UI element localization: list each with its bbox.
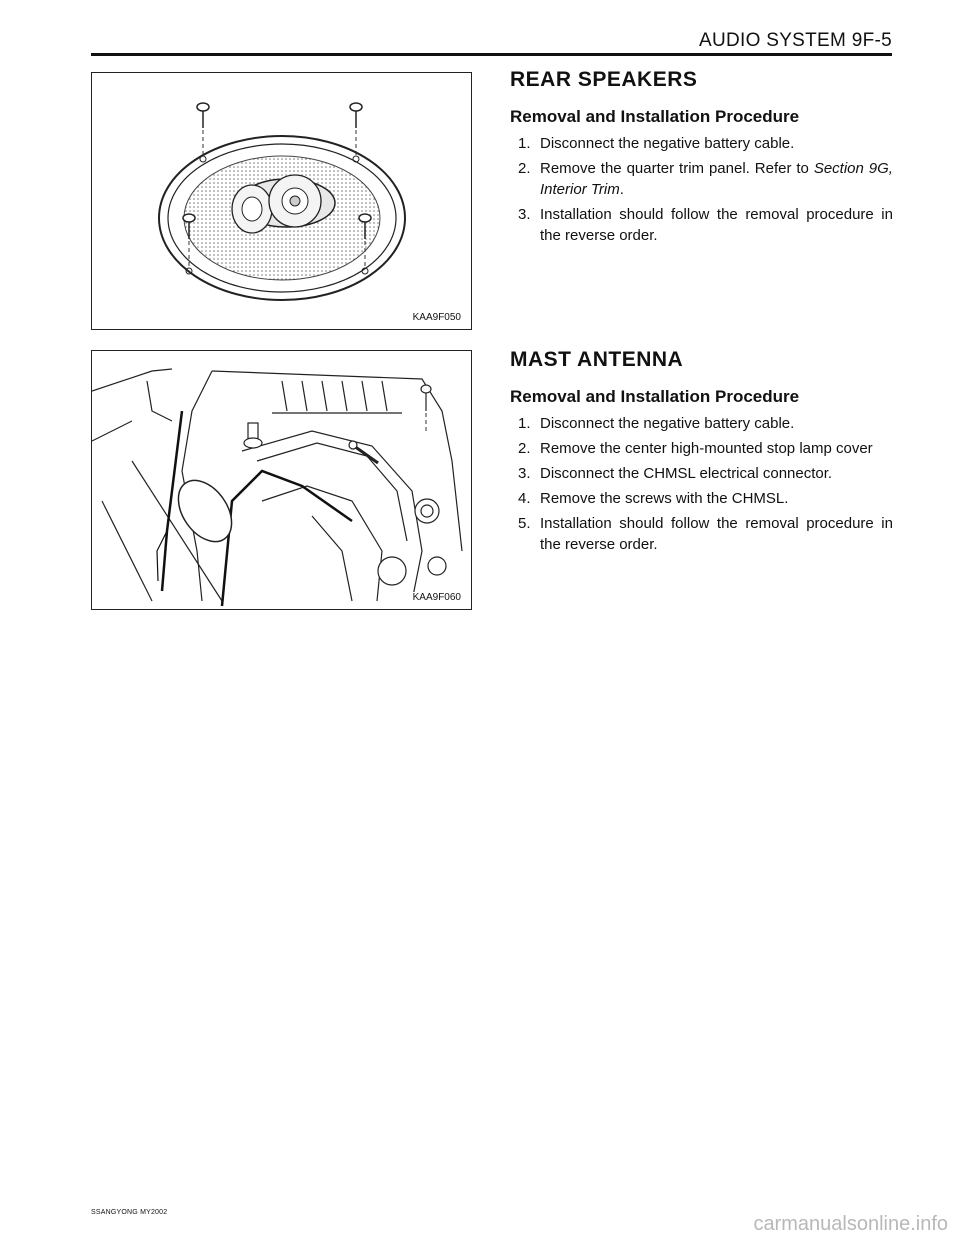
step-text: Remove the quarter trim panel. Refer to — [540, 160, 814, 177]
step-item — [510, 158, 893, 200]
step-text-end: . — [619, 181, 624, 198]
step-text: Remove the screws with the CHMSL. — [540, 490, 789, 507]
step-item — [510, 488, 893, 509]
procedure-steps — [510, 133, 893, 246]
figure-caption: KAA9F060 — [412, 592, 461, 603]
watermark: carmanualsonline.info — [753, 1213, 948, 1235]
step-number: 1. — [518, 135, 531, 152]
step-number: 5. — [518, 515, 531, 532]
step-number: 3. — [518, 206, 531, 223]
step-item — [510, 204, 893, 246]
step-item — [510, 133, 893, 154]
step-text: Disconnect the negative battery cable. — [540, 415, 795, 432]
step-text: Remove the center high-mounted stop lamp cover — [540, 440, 873, 457]
procedure-title: Removal and Installation Procedure — [510, 107, 800, 126]
step-item — [510, 463, 893, 484]
figure-caption: KAA9F050 — [412, 312, 461, 323]
step-number: 2. — [518, 160, 531, 177]
rear-speakers-section — [510, 68, 893, 250]
mast-antenna-section — [510, 348, 893, 559]
page-header-title: AUDIO SYSTEM 9F-5 — [698, 30, 892, 51]
header-rule — [91, 53, 892, 56]
antenna-drawing — [92, 351, 472, 610]
step-text: Disconnect the CHMSL electrical connector. — [540, 465, 833, 482]
step-text: Disconnect the negative battery cable. — [540, 135, 795, 152]
step-item — [510, 438, 893, 459]
speaker-illustration — [91, 72, 472, 330]
section-title: REAR SPEAKERS — [510, 68, 698, 91]
step-text: Installation should follow the removal procedure in the reverse order. — [540, 206, 893, 244]
step-item — [510, 413, 893, 434]
step-text: Installation should follow the removal procedure in the reverse order. — [540, 515, 893, 553]
section-reference: Section 9G, Interior Trim — [540, 160, 893, 198]
antenna-illustration — [91, 350, 472, 610]
page-footer: SSANGYONG MY2002 — [91, 1209, 168, 1216]
step-number: 4. — [518, 490, 531, 507]
step-number: 3. — [518, 465, 531, 482]
step-number: 2. — [518, 440, 531, 457]
step-number: 1. — [518, 415, 531, 432]
section-title: MAST ANTENNA — [510, 348, 684, 371]
procedure-steps — [510, 413, 893, 555]
step-item — [510, 513, 893, 555]
speaker-drawing — [92, 73, 472, 330]
procedure-title: Removal and Installation Procedure — [510, 387, 800, 406]
